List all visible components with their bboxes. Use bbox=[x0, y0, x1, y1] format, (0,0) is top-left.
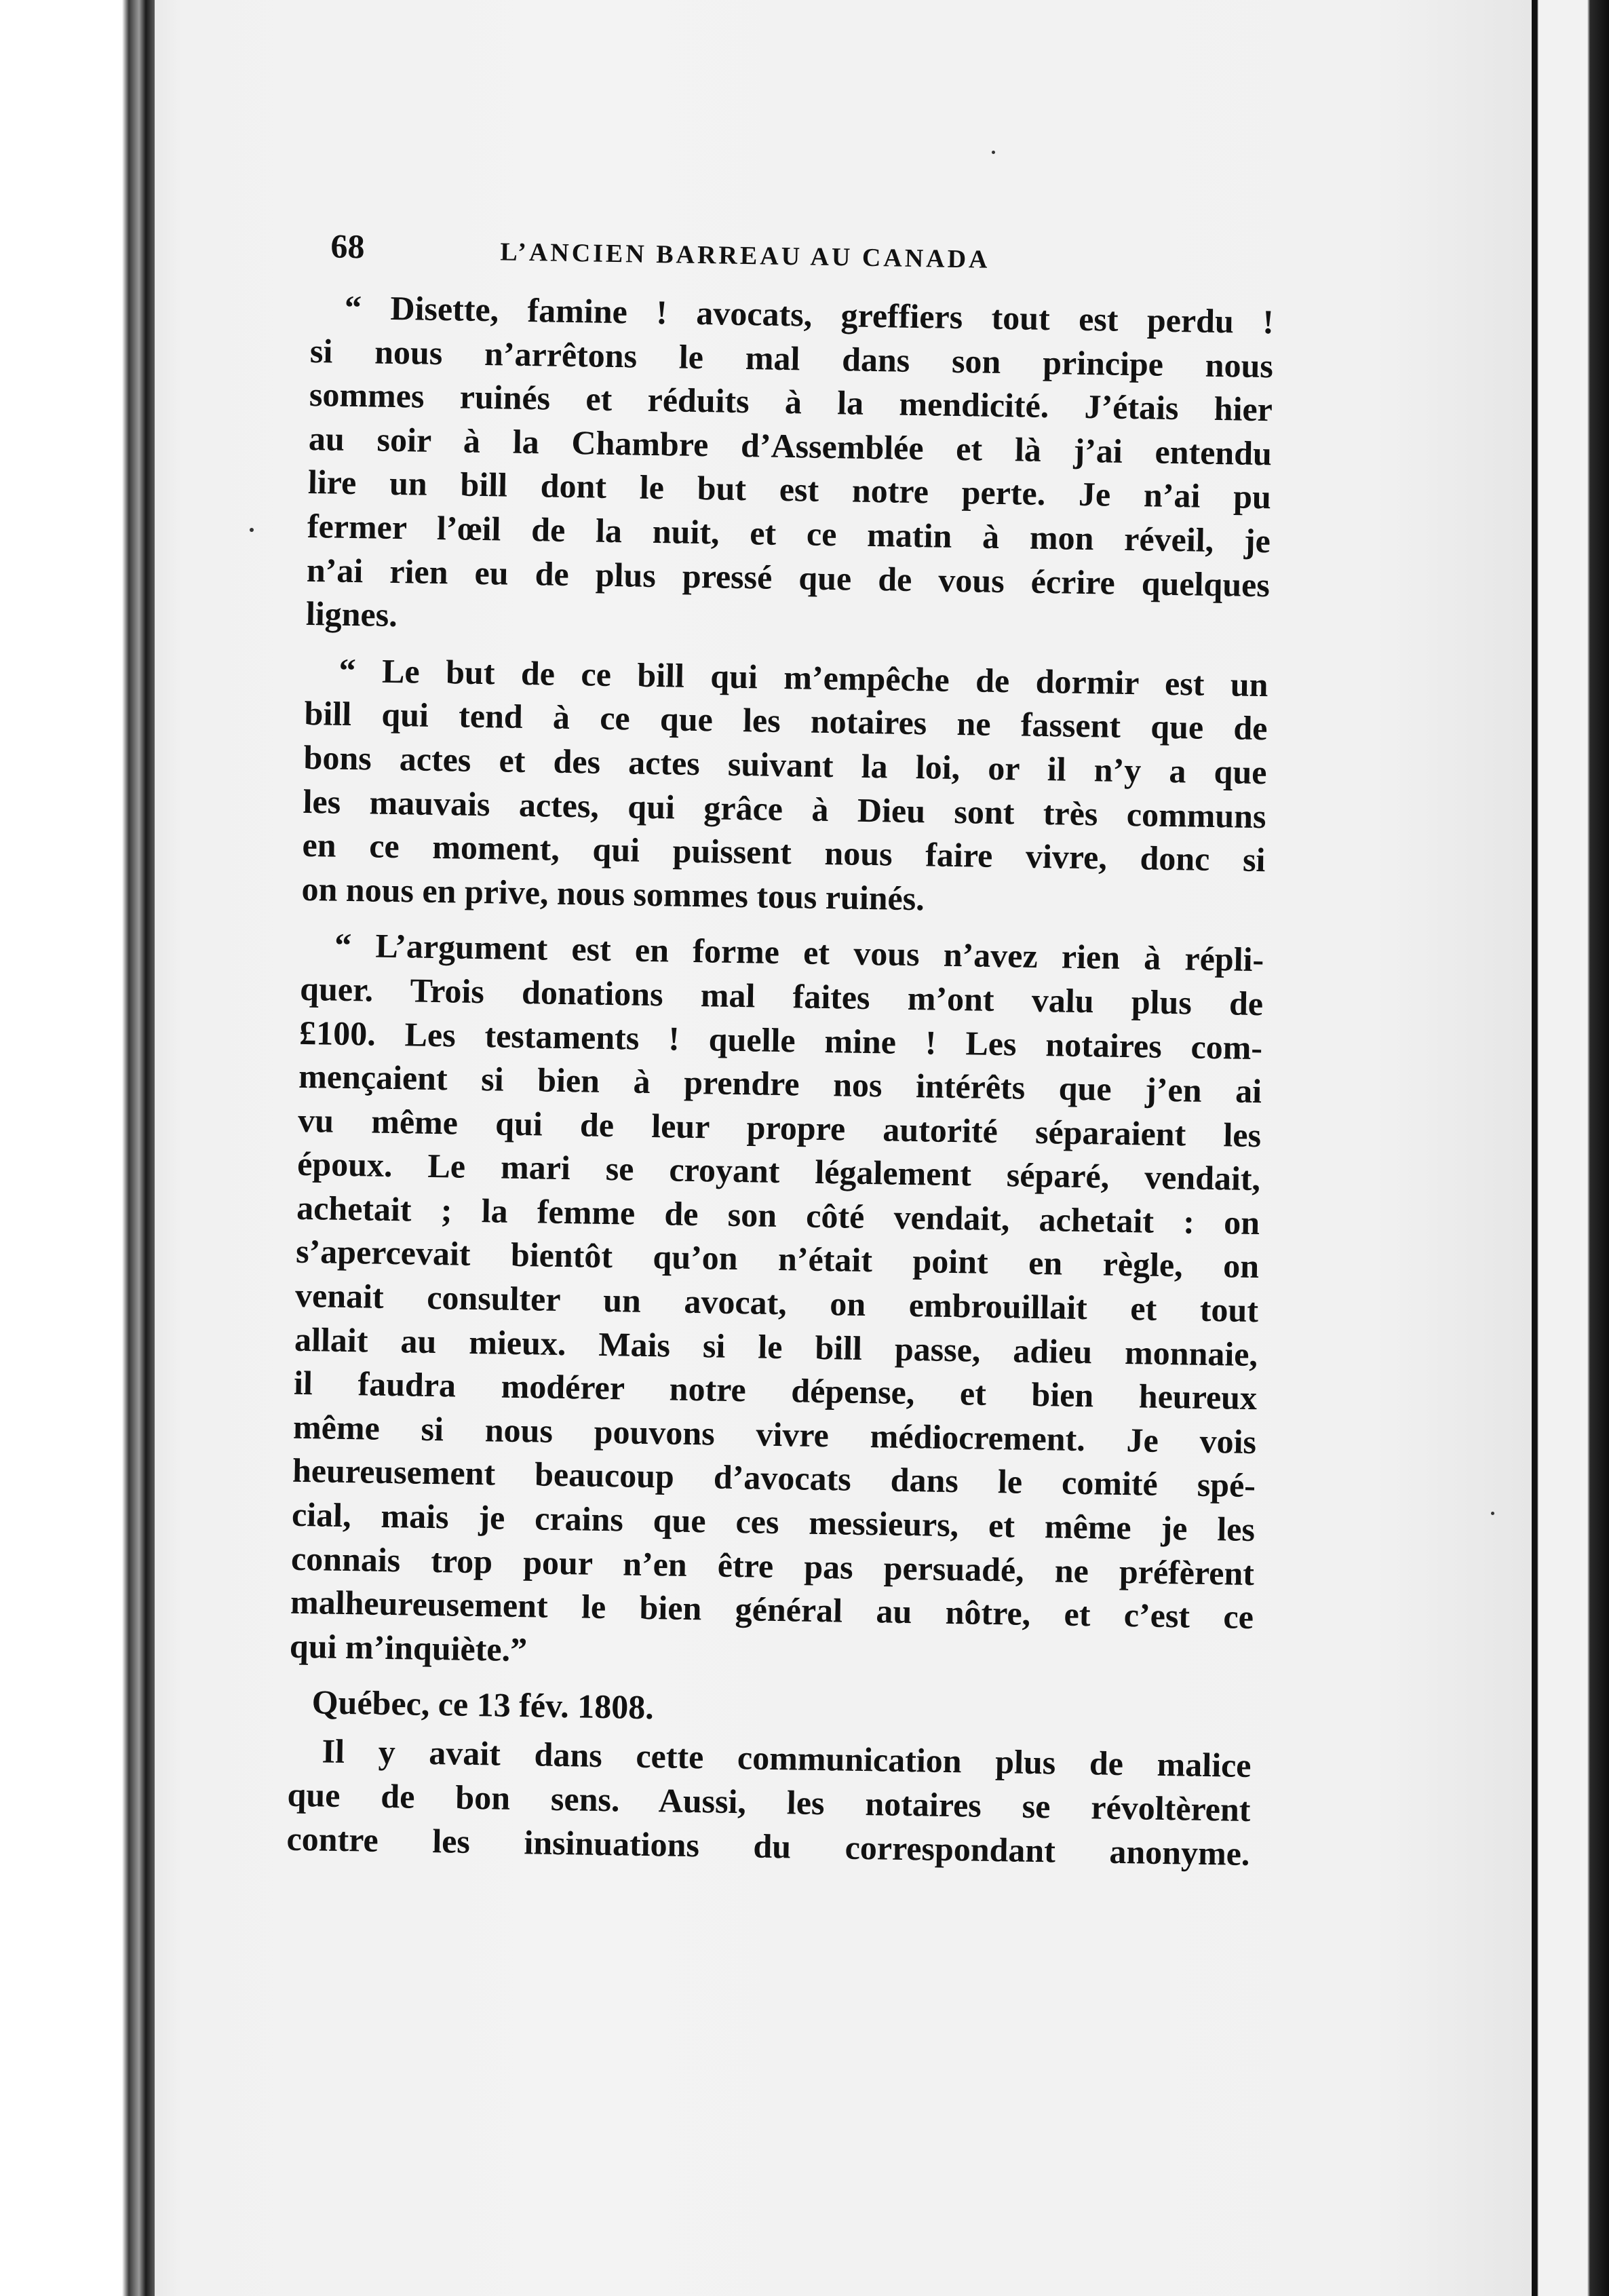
text-line: £100. Les testaments ! quelle mine ! Les notaires com- bbox=[298, 1013, 1263, 1067]
scan-speck bbox=[250, 528, 254, 532]
text-line: vu même qui de leur propre autorité séparaient les bbox=[297, 1101, 1262, 1154]
text-line: “ Le but de ce bill qui m’empêche de dormir est un bbox=[338, 651, 1268, 704]
text-line: si nous n’arrêtons le mal dans son principe nous bbox=[309, 331, 1274, 385]
text-line: bons actes et des actes suivant la loi, or il n’y a que bbox=[303, 738, 1267, 792]
text-line: même si nous pouvons vivre médiocrement. Je vois bbox=[292, 1407, 1257, 1461]
text-line: allait au mieux. Mais si le bill passe, adieu monnaie, bbox=[294, 1320, 1258, 1373]
text-line: “ Disette, famine ! avocats, greffiers tout est perdu ! bbox=[344, 288, 1275, 341]
paragraph-3 bbox=[290, 923, 1264, 1683]
text-line: fermer l’œil de la nuit, et ce matin à mon réveil, je bbox=[307, 506, 1271, 560]
text-line: époux. Le mari se croyant légalement séparé, vendait, bbox=[296, 1145, 1261, 1198]
paragraph-2 bbox=[301, 648, 1268, 926]
text-line: heureusement beaucoup d’avocats dans le comité spé- bbox=[292, 1451, 1256, 1505]
dateline: Québec, ce 13 fév. 1808. bbox=[311, 1683, 655, 1727]
closing-paragraph bbox=[286, 1729, 1252, 1875]
text-line: venait consulter un avocat, on embrouillait et tout bbox=[294, 1276, 1259, 1330]
text-line: achetait ; la femme de son côté vendait, achetait : on bbox=[296, 1188, 1260, 1242]
text-line: sommes ruinés et réduits à la mendicité. J’étais hier bbox=[309, 375, 1273, 429]
text-line: quer. Trois donations mal faites m’ont valu plus de bbox=[299, 969, 1264, 1023]
next-page-edge bbox=[1532, 0, 1609, 2296]
scan-speck bbox=[992, 151, 995, 154]
text-line: lignes. bbox=[305, 594, 398, 634]
text-line: on nous en prive, nous sommes tous ruinés. bbox=[301, 869, 925, 918]
text-line: que de bon sens. Aussi, les notaires se révoltèrent bbox=[287, 1775, 1251, 1829]
text-line: bill qui tend à ce que les notaires ne fassent que de bbox=[304, 694, 1268, 748]
text-line: n’ai rien eu de plus pressé que de vous écrire quelques bbox=[306, 550, 1271, 604]
book-spine-edge bbox=[0, 0, 156, 2296]
page-text bbox=[286, 224, 1275, 1875]
text-line: qui m’inquiète.” bbox=[289, 1626, 528, 1669]
text-line: s’apercevait bientôt qu’on n’était point en règle, on bbox=[295, 1232, 1260, 1286]
text-line: en ce moment, qui puissent nous faire vivre, donc si bbox=[302, 826, 1266, 879]
running-title: L’ANCIEN BARREAU AU CANADA bbox=[500, 237, 990, 274]
text-line: “ L’argument est en forme et vous n’avez rien à répli- bbox=[334, 925, 1264, 979]
text-line: il faudra modérer notre dépense, et bien heureux bbox=[293, 1364, 1258, 1417]
paragraph-1 bbox=[305, 285, 1274, 651]
text-line: au soir à la Chambre d’Assemblée et là j’ai entendu bbox=[308, 419, 1273, 473]
text-line: les mauvais actes, qui grâce à Dieu sont très communs bbox=[303, 782, 1266, 835]
text-line: lire un bill dont le but est notre perte. Je n’ai pu bbox=[307, 463, 1272, 516]
text-line: cial, mais je crains que ces messieurs, et même je les bbox=[291, 1495, 1256, 1549]
page-number: 68 bbox=[330, 227, 365, 266]
scan-speck bbox=[1491, 1512, 1494, 1515]
text-line: Il y avait dans cette communication plus de malice bbox=[322, 1731, 1252, 1785]
text-line: connais trop pour n’en être pas persuadé, ne préfèrent bbox=[290, 1539, 1255, 1592]
text-line: contre les insinuations du correspondant anonyme. bbox=[286, 1819, 1250, 1873]
text-line: mençaient si bien à prendre nos intérêts que j’en ai bbox=[298, 1056, 1262, 1111]
text-line: malheureusement le bien général au nôtre, et c’est ce bbox=[290, 1582, 1254, 1637]
